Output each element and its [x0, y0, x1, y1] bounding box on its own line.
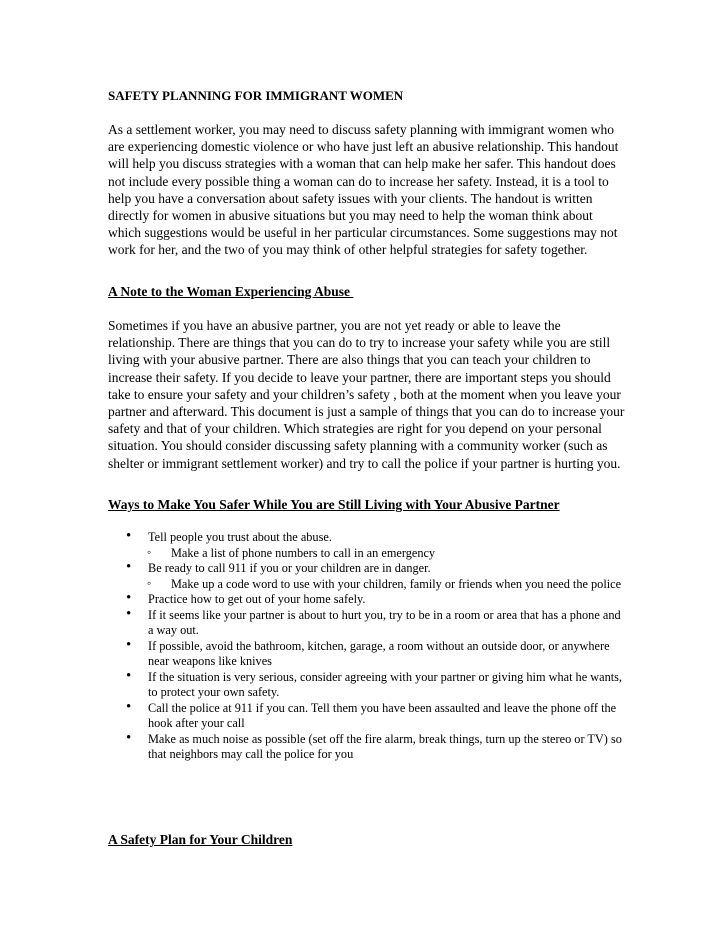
list-item-text: If possible, avoid the bathroom, kitchen, garage, a room without an outside door, or anywhere near weapons like knives: [148, 638, 610, 668]
bullet-marker: •: [126, 605, 132, 622]
list-item-text: Make as much noise as possible (set off the fire alarm, break things, turn up the stereo or TV) so that neighbors may call the police for you: [148, 731, 622, 761]
list-item-text: Call the police at 911 if you can. Tell them you have been assaulted and leave the phone off the hook after your call: [148, 700, 617, 730]
list-item-text: If the situation is very serious, consider agreeing with your partner or giving him what he wants, to protect your own safety.: [148, 669, 623, 699]
ways-heading: Ways to Make You Safer While You are Still Living with Your Abusive Partner: [108, 497, 560, 512]
safety-bullet-list: [108, 530, 628, 763]
list-item: [126, 667, 628, 701]
list-item-text: Be ready to call 911 if you or your children are in danger.: [148, 561, 431, 575]
bullet-marker: •: [126, 667, 132, 684]
list-item: [126, 729, 628, 763]
bullet-marker: •: [126, 698, 132, 715]
children-heading: A Safety Plan for Your Children: [108, 832, 293, 847]
list-item-text: If it seems like your partner is about to hurt you, try to be in a room or area that has a phone and a way out.: [148, 607, 621, 637]
list-item: [126, 636, 628, 670]
bullet-marker: •: [126, 528, 132, 544]
bullet-marker: •: [126, 590, 132, 606]
sub-bullet-marker: ◦: [147, 575, 152, 590]
note-heading: A Note to the Woman Experiencing Abuse: [108, 284, 354, 299]
sub-bullet-marker: ◦: [147, 544, 152, 559]
list-sub-item: [147, 575, 628, 593]
bullet-marker: •: [126, 636, 132, 653]
list-item: [126, 698, 628, 732]
note-paragraph: Sometimes if you have an abusive partner, you are not yet ready or able to leave the relationship. There are things that you can do to try to increase your safety while you are still living with your abusive partner. There are also things that you can teach your children to increase their safety. If you decide to leave your partner, there are important steps you should take to ensure your safety and your children’s safety , both at the moment when you leave your partner and afterward. This document is just a sample of things that you can do to increase your safety and that of your children. Which strategies are right for you depend on your personal situation. You should consider discussing safety planning with a community worker (such as shelter or immigrant settlement worker) and try to call the police if your partner is hurting you.: [108, 318, 625, 471]
document-title: SAFETY PLANNING FOR IMMIGRANT WOMEN: [108, 88, 404, 103]
list-sub-item: [147, 544, 628, 562]
list-item-text: Practice how to get out of your home safely.: [148, 592, 366, 606]
bullet-marker: •: [126, 729, 132, 746]
list-item-text: Make a list of phone numbers to call in an emergency: [171, 545, 436, 560]
list-item-text: Make up a code word to use with your children, family or friends when you need the police: [171, 576, 622, 591]
bullet-marker: •: [126, 559, 132, 575]
intro-paragraph: As a settlement worker, you may need to discuss safety planning with immigrant women who are experiencing domestic violence or who have just left an abusive relationship. This handout will help you discuss strategies with a woman that can help make her safer. This handout does not include every possible thing a woman can do to increase her safety. Instead, it is a tool to help you have a conversation about safety issues with your clients. The handout is written directly for women in abusive situations but you may need to help the woman think about which suggestions would be useful in her particular circumstances. Some suggestions may not work for her, and the two of you may think of other helpful strategies for safety together.: [108, 122, 619, 258]
list-item: [126, 559, 628, 577]
list-item: [126, 605, 628, 639]
list-item: [126, 590, 628, 608]
list-item: [126, 528, 628, 546]
list-item-text: Tell people you trust about the abuse.: [148, 530, 332, 544]
